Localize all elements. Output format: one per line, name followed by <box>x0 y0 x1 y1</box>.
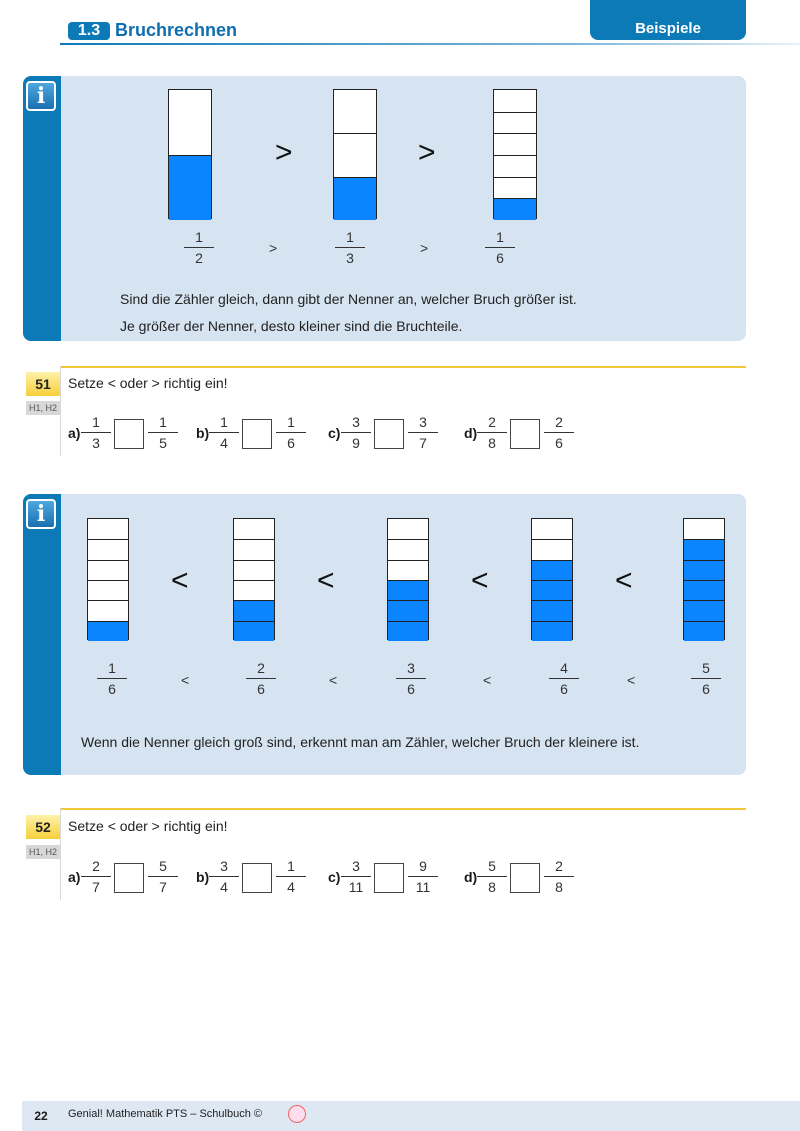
fraction-line <box>341 432 371 433</box>
bar-segment <box>334 177 376 220</box>
comparison-sign: < <box>317 564 335 597</box>
numerator: 1 <box>108 660 116 676</box>
bar-segment <box>88 600 128 620</box>
section-title: Bruchrechnen <box>115 20 238 40</box>
denominator: 8 <box>488 879 496 895</box>
denominator: 6 <box>108 681 116 697</box>
denominator: 6 <box>560 681 568 697</box>
bar-segment <box>532 600 572 620</box>
fraction <box>148 858 178 895</box>
bar-segment <box>88 580 128 600</box>
fraction <box>184 229 214 266</box>
fraction-line <box>184 247 214 248</box>
fraction-line <box>148 876 178 877</box>
fraction <box>276 414 306 451</box>
bar-segment <box>334 133 376 176</box>
bar-segment <box>388 539 428 559</box>
numerator: 1 <box>195 229 203 245</box>
denominator: 7 <box>159 879 167 895</box>
bar-segment <box>494 112 536 134</box>
fraction-line <box>209 876 239 877</box>
numerator: 3 <box>220 858 228 874</box>
bar-segment <box>169 90 211 155</box>
denominator: 3 <box>346 250 354 266</box>
comparison-sign: > <box>269 240 278 256</box>
fraction-line <box>81 876 111 877</box>
numerator: 1 <box>220 414 228 430</box>
bar-segment <box>88 539 128 559</box>
comparison-sign: > <box>418 136 436 169</box>
answer-box[interactable] <box>510 419 540 449</box>
comparison-sign: > <box>275 136 293 169</box>
fraction-line <box>148 432 178 433</box>
bar-segment <box>684 519 724 539</box>
info-text: Wenn die Nenner gleich groß sind, erkennt man am Zähler, welcher Bruch der kleinere ist. <box>81 734 640 750</box>
denominator: 8 <box>555 879 563 895</box>
numerator: 2 <box>488 414 496 430</box>
denominator: 4 <box>220 879 228 895</box>
comparison-sign: > <box>420 240 429 256</box>
numerator: 3 <box>407 660 415 676</box>
footer-text: Genial! Mathematik PTS – Schulbuch © <box>68 1108 262 1120</box>
fraction-line <box>97 678 127 679</box>
numerator: 5 <box>488 858 496 874</box>
denominator: 5 <box>159 435 167 451</box>
bar-segment <box>684 600 724 620</box>
exercise-tag: H1, H2 <box>26 845 60 859</box>
numerator: 3 <box>352 858 360 874</box>
numerator: 2 <box>555 414 563 430</box>
fraction <box>408 858 438 895</box>
fraction-line <box>544 876 574 877</box>
fraction-line <box>544 432 574 433</box>
bar-segment <box>88 621 128 641</box>
task-label: a) <box>68 869 81 885</box>
bar-segment <box>234 539 274 559</box>
fraction <box>335 229 365 266</box>
fraction-line <box>549 678 579 679</box>
numerator: 2 <box>555 858 563 874</box>
exercise-instruction: Setze < oder > richtig ein! <box>68 818 228 834</box>
fraction-line <box>209 432 239 433</box>
denominator: 4 <box>220 435 228 451</box>
answer-box[interactable] <box>242 419 272 449</box>
fraction-bar <box>493 89 537 219</box>
answer-box[interactable] <box>374 863 404 893</box>
bar-segment <box>494 177 536 199</box>
exercise-number: 51 <box>26 372 60 396</box>
comparison-sign: < <box>615 564 633 597</box>
bar-segment <box>684 621 724 641</box>
denominator: 7 <box>419 435 427 451</box>
bar-segment <box>494 90 536 112</box>
denominator: 9 <box>352 435 360 451</box>
fraction <box>97 660 127 697</box>
exercise-divider <box>60 366 746 368</box>
denominator: 6 <box>555 435 563 451</box>
info-strip <box>23 494 61 775</box>
fraction <box>485 229 515 266</box>
examples-tab: Beispiele <box>590 0 746 40</box>
fraction <box>691 660 721 697</box>
fraction-line <box>396 678 426 679</box>
info-icon: i <box>26 81 56 111</box>
bar-segment <box>234 621 274 641</box>
numerator: 1 <box>287 858 295 874</box>
fraction-line <box>246 678 276 679</box>
bar-segment <box>388 621 428 641</box>
fraction-line <box>408 876 438 877</box>
comparison-sign: < <box>329 672 338 688</box>
denominator: 11 <box>348 879 364 895</box>
bar-segment <box>494 155 536 177</box>
bar-segment <box>532 560 572 580</box>
numerator: 2 <box>257 660 265 676</box>
header-divider <box>60 43 800 45</box>
fraction <box>246 660 276 697</box>
bar-segment <box>388 519 428 539</box>
fraction-line <box>335 247 365 248</box>
fraction <box>396 660 426 697</box>
denominator: 6 <box>496 250 504 266</box>
numerator: 5 <box>159 858 167 874</box>
bar-segment <box>532 519 572 539</box>
numerator: 3 <box>419 414 427 430</box>
denominator: 6 <box>257 681 265 697</box>
numerator: 9 <box>419 858 427 874</box>
bar-segment <box>88 560 128 580</box>
fraction-line <box>276 432 306 433</box>
fraction <box>81 414 111 451</box>
exercise-tasks <box>0 856 800 900</box>
task-label: b) <box>196 425 210 441</box>
task-label: d) <box>464 425 478 441</box>
bar-segment <box>88 519 128 539</box>
bar-segment <box>334 90 376 133</box>
exercise-tasks <box>0 412 800 456</box>
numerator: 1 <box>159 414 167 430</box>
comparison-sign: < <box>483 672 492 688</box>
task-label: b) <box>196 869 210 885</box>
fraction <box>341 858 371 895</box>
section-number-badge: 1.3 <box>68 22 110 40</box>
task-label: d) <box>464 869 478 885</box>
denominator: 7 <box>92 879 100 895</box>
fraction-bar <box>531 518 573 640</box>
info-text-line-1: Sind die Zähler gleich, dann gibt der Nenner an, welcher Bruch größer ist. <box>120 291 577 307</box>
numerator: 1 <box>496 229 504 245</box>
fraction-line <box>81 432 111 433</box>
fraction-line <box>408 432 438 433</box>
fraction <box>477 858 507 895</box>
exercise-divider <box>60 808 746 810</box>
numerator: 1 <box>346 229 354 245</box>
bar-segment <box>532 539 572 559</box>
fraction <box>544 858 574 895</box>
bar-segment <box>234 600 274 620</box>
numerator: 3 <box>352 414 360 430</box>
fraction-line <box>485 247 515 248</box>
info-box-same-denominator <box>23 494 746 775</box>
fraction <box>341 414 371 451</box>
page-number: 22 <box>34 1109 48 1123</box>
comparison-sign: < <box>627 672 636 688</box>
info-box-unit-fractions <box>23 76 746 341</box>
denominator: 6 <box>287 435 295 451</box>
info-icon: i <box>26 499 56 529</box>
answer-box[interactable] <box>242 863 272 893</box>
publisher-logo-icon <box>288 1105 306 1123</box>
numerator: 5 <box>702 660 710 676</box>
fraction-bar <box>387 518 429 640</box>
bar-segment <box>532 580 572 600</box>
answer-box[interactable] <box>114 419 144 449</box>
numerator: 4 <box>560 660 568 676</box>
exercise-tag: H1, H2 <box>26 401 60 415</box>
fraction <box>544 414 574 451</box>
fraction <box>276 858 306 895</box>
fraction <box>477 414 507 451</box>
comparison-sign: < <box>181 672 190 688</box>
bar-segment <box>388 580 428 600</box>
fraction-line <box>691 678 721 679</box>
bar-segment <box>388 600 428 620</box>
fraction <box>148 414 178 451</box>
numerator: 1 <box>287 414 295 430</box>
bar-segment <box>494 198 536 220</box>
denominator: 2 <box>195 250 203 266</box>
denominator: 11 <box>415 879 431 895</box>
info-strip <box>23 76 61 341</box>
fraction-line <box>276 876 306 877</box>
fraction-line <box>341 876 371 877</box>
fraction-bar <box>333 89 377 219</box>
bar-segment <box>169 155 211 220</box>
bar-segment <box>684 580 724 600</box>
answer-box[interactable] <box>374 419 404 449</box>
bar-segment <box>532 621 572 641</box>
task-label: a) <box>68 425 81 441</box>
fraction-line <box>477 876 507 877</box>
exercise-number: 52 <box>26 815 60 839</box>
bar-segment <box>234 519 274 539</box>
fraction-bar <box>233 518 275 640</box>
bar-segment <box>684 560 724 580</box>
answer-box[interactable] <box>510 863 540 893</box>
comparison-sign: < <box>171 564 189 597</box>
bar-segment <box>388 560 428 580</box>
fraction <box>408 414 438 451</box>
answer-box[interactable] <box>114 863 144 893</box>
fraction-bar <box>683 518 725 640</box>
fraction <box>209 414 239 451</box>
bar-segment <box>234 580 274 600</box>
fraction <box>209 858 239 895</box>
fraction-line <box>477 432 507 433</box>
denominator: 6 <box>407 681 415 697</box>
bar-segment <box>684 539 724 559</box>
numerator: 2 <box>92 858 100 874</box>
fraction <box>549 660 579 697</box>
task-label: c) <box>328 425 341 441</box>
fraction-bar <box>87 518 129 640</box>
denominator: 4 <box>287 879 295 895</box>
denominator: 6 <box>702 681 710 697</box>
exercise-instruction: Setze < oder > richtig ein! <box>68 375 228 391</box>
denominator: 8 <box>488 435 496 451</box>
bar-segment <box>234 560 274 580</box>
numerator: 1 <box>92 414 100 430</box>
task-label: c) <box>328 869 341 885</box>
fraction-bar <box>168 89 212 219</box>
denominator: 3 <box>92 435 100 451</box>
info-text-line-2: Je größer der Nenner, desto kleiner sind die Bruchteile. <box>120 318 463 334</box>
comparison-sign: < <box>471 564 489 597</box>
bar-segment <box>494 133 536 155</box>
fraction <box>81 858 111 895</box>
